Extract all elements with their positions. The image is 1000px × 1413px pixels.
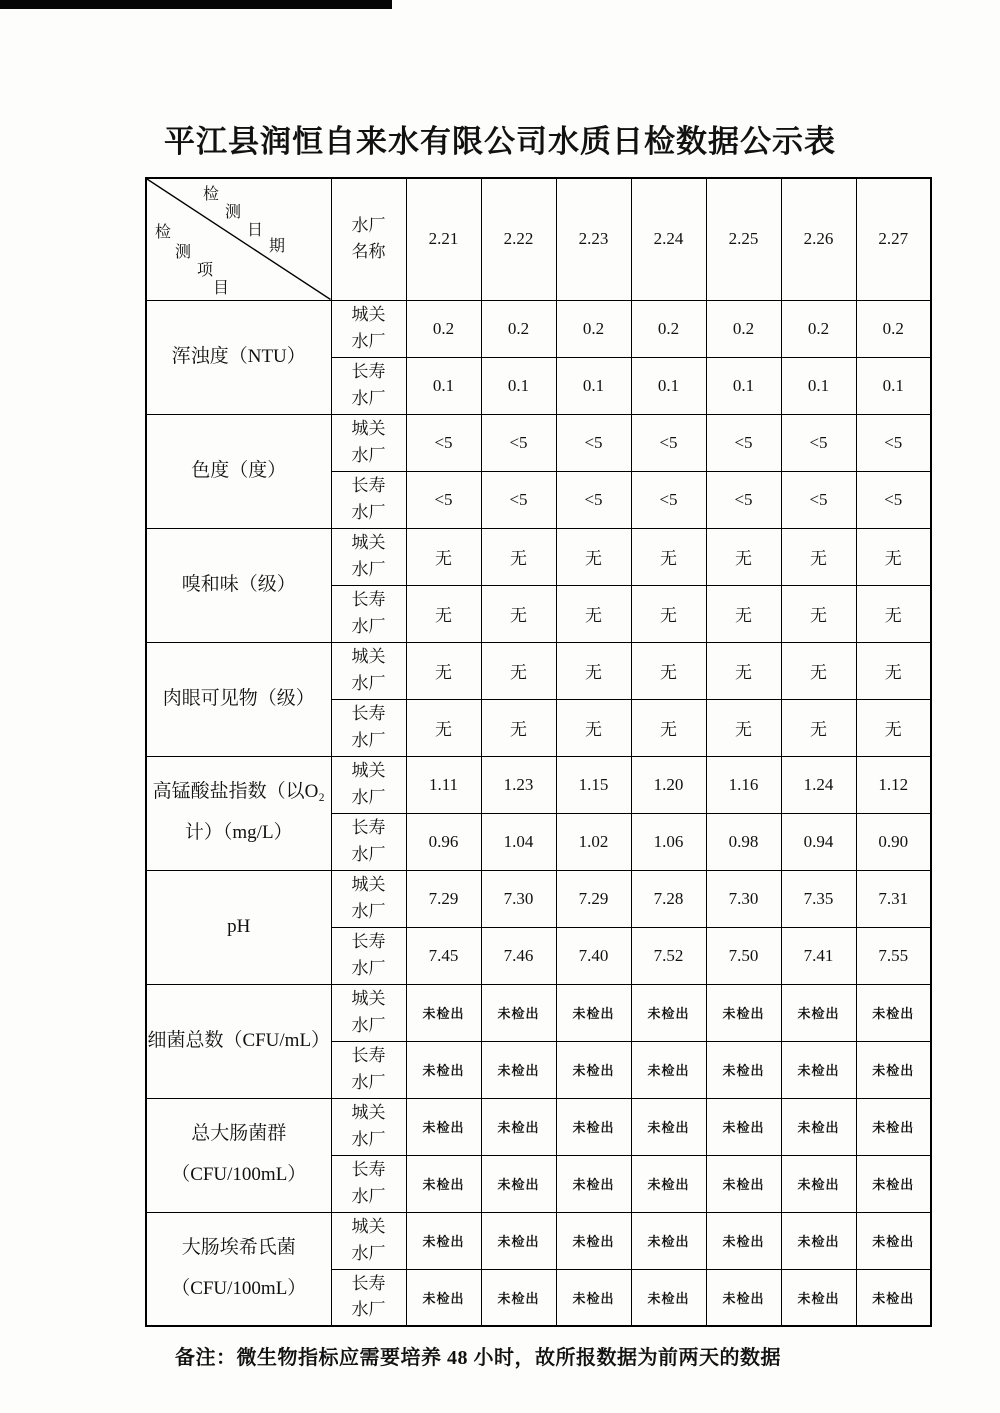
plant-name: 长寿水厂 [351, 590, 386, 636]
data-value-cell: 无 [481, 528, 556, 585]
data-value-cell: 0.98 [706, 813, 781, 870]
parameter-name-cell: 大肠埃希氏菌（CFU/100mL） [146, 1212, 331, 1326]
data-value-cell: <5 [706, 471, 781, 528]
data-value-cell: 未检出 [481, 1269, 556, 1326]
data-value-cell: 无 [631, 528, 706, 585]
data-value-cell: 0.1 [556, 357, 631, 414]
data-value-cell: 7.30 [481, 870, 556, 927]
data-value-cell: 无 [781, 528, 856, 585]
plant-name: 城关水厂 [351, 647, 386, 693]
plant-name-header-label: 水厂名称 [351, 215, 386, 262]
plant-name: 长寿水厂 [351, 1273, 386, 1320]
scan-artifact [0, 0, 392, 9]
corner-label-char: 测 [175, 244, 192, 261]
data-value-cell: 7.52 [631, 927, 706, 984]
corner-label-char: 检 [203, 186, 220, 203]
table-row [146, 1212, 931, 1269]
data-value-cell: 0.1 [856, 357, 931, 414]
data-value-cell: 无 [706, 699, 781, 756]
data-value-cell: 无 [406, 528, 481, 585]
data-value-cell: 未检出 [406, 1041, 481, 1098]
data-value-cell: 未检出 [556, 984, 631, 1041]
plant-name: 长寿水厂 [351, 476, 386, 522]
data-value-cell: 7.55 [856, 927, 931, 984]
parameter-name-cell: 细菌总数（CFU/mL） [146, 984, 331, 1098]
parameter-name-cell: 高锰酸盐指数（以O₂计）（mg/L） [146, 756, 331, 870]
data-value-cell: <5 [556, 471, 631, 528]
data-value-cell: 未检出 [481, 1155, 556, 1212]
data-value-cell: 0.2 [706, 300, 781, 357]
data-value-cell: 无 [706, 642, 781, 699]
plant-name-cell [331, 1269, 406, 1326]
data-value-cell: 无 [856, 642, 931, 699]
data-value-cell: 未检出 [556, 1098, 631, 1155]
data-value-cell: <5 [706, 414, 781, 471]
data-value-cell: 无 [781, 642, 856, 699]
date-header: 2.26 [781, 178, 856, 300]
data-value-cell: 未检出 [706, 1098, 781, 1155]
date-header: 2.23 [556, 178, 631, 300]
data-value-cell: <5 [631, 414, 706, 471]
data-value-cell: 未检出 [406, 1155, 481, 1212]
data-value-cell: 0.2 [481, 300, 556, 357]
data-value-cell: 1.06 [631, 813, 706, 870]
table-row [146, 414, 931, 471]
data-value-cell: 未检出 [481, 1098, 556, 1155]
data-value-cell: 未检出 [856, 1155, 931, 1212]
parameter-name-cell: pH [146, 870, 331, 984]
data-value-cell: 0.2 [781, 300, 856, 357]
data-value-cell: 7.46 [481, 927, 556, 984]
data-value-cell: <5 [781, 471, 856, 528]
plant-name-cell [331, 300, 406, 357]
plant-name-cell [331, 984, 406, 1041]
data-value-cell: 无 [856, 585, 931, 642]
plant-name: 城关水厂 [351, 305, 386, 351]
data-value-cell: 未检出 [481, 984, 556, 1041]
data-value-cell: 无 [481, 699, 556, 756]
table-row [146, 300, 931, 357]
data-value-cell: 0.1 [706, 357, 781, 414]
data-value-cell: 未检出 [631, 1098, 706, 1155]
data-value-cell: 0.2 [631, 300, 706, 357]
plant-name-cell [331, 927, 406, 984]
data-value-cell: 未检出 [706, 1155, 781, 1212]
data-value-cell: 未检出 [631, 1269, 706, 1326]
data-value-cell: 0.1 [781, 357, 856, 414]
data-value-cell: 无 [856, 699, 931, 756]
data-value-cell: 1.11 [406, 756, 481, 813]
data-value-cell: 未检出 [781, 1041, 856, 1098]
data-value-cell: <5 [406, 471, 481, 528]
data-value-cell: 未检出 [781, 1155, 856, 1212]
data-value-cell: 未检出 [781, 1098, 856, 1155]
plant-name: 城关水厂 [351, 1217, 386, 1263]
data-value-cell: 未检出 [406, 984, 481, 1041]
table-row [146, 984, 931, 1041]
plant-name-cell [331, 414, 406, 471]
date-header: 2.27 [856, 178, 931, 300]
table-row [146, 1098, 931, 1155]
date-header: 2.25 [706, 178, 781, 300]
data-value-cell: 未检出 [856, 1041, 931, 1098]
data-value-cell: 未检出 [481, 1041, 556, 1098]
data-value-cell: <5 [856, 414, 931, 471]
data-value-cell: 未检出 [556, 1041, 631, 1098]
corner-label-char: 项 [197, 262, 214, 279]
data-value-cell: 0.1 [406, 357, 481, 414]
data-value-cell: 未检出 [556, 1269, 631, 1326]
data-value-cell: 1.15 [556, 756, 631, 813]
corner-label-char: 测 [225, 204, 242, 221]
data-value-cell: <5 [781, 414, 856, 471]
plant-name: 城关水厂 [351, 419, 386, 465]
data-value-cell: 0.2 [406, 300, 481, 357]
data-value-cell: 1.24 [781, 756, 856, 813]
data-value-cell: <5 [481, 471, 556, 528]
data-value-cell: 未检出 [406, 1212, 481, 1269]
plant-name-cell [331, 1212, 406, 1269]
data-value-cell: 未检出 [856, 1212, 931, 1269]
data-value-cell: 未检出 [706, 1269, 781, 1326]
data-value-cell: 1.23 [481, 756, 556, 813]
data-value-cell: 未检出 [856, 1269, 931, 1326]
data-value-cell: 0.2 [856, 300, 931, 357]
data-value-cell: <5 [481, 414, 556, 471]
plant-name-cell [331, 471, 406, 528]
plant-name: 长寿水厂 [351, 818, 386, 864]
data-value-cell: 未检出 [556, 1155, 631, 1212]
data-value-cell: 7.31 [856, 870, 931, 927]
data-value-cell: 未检出 [781, 1212, 856, 1269]
data-value-cell: 无 [631, 585, 706, 642]
data-value-cell: 未检出 [631, 984, 706, 1041]
plant-name-cell [331, 813, 406, 870]
plant-name-cell [331, 528, 406, 585]
data-value-cell: 7.50 [706, 927, 781, 984]
data-value-cell: <5 [631, 471, 706, 528]
plant-name-header [331, 178, 406, 300]
data-value-cell: 0.90 [856, 813, 931, 870]
data-value-cell: 0.96 [406, 813, 481, 870]
data-value-cell: 未检出 [631, 1212, 706, 1269]
data-value-cell: 未检出 [406, 1269, 481, 1326]
table-row [146, 642, 931, 699]
data-value-cell: 未检出 [556, 1212, 631, 1269]
parameter-name-cell: 肉眼可见物（级） [146, 642, 331, 756]
data-value-cell: 7.29 [556, 870, 631, 927]
data-value-cell: 无 [556, 585, 631, 642]
plant-name-cell [331, 1041, 406, 1098]
data-value-cell: 1.02 [556, 813, 631, 870]
corner-label-char: 期 [269, 238, 286, 255]
data-value-cell: 未检出 [706, 1212, 781, 1269]
table-row [146, 870, 931, 927]
data-value-cell: 未检出 [781, 1269, 856, 1326]
parameter-name-cell: 嗅和味（级） [146, 528, 331, 642]
data-value-cell: 无 [406, 642, 481, 699]
data-value-cell: 无 [781, 699, 856, 756]
data-value-cell: 无 [631, 642, 706, 699]
data-value-cell: <5 [406, 414, 481, 471]
date-header: 2.22 [481, 178, 556, 300]
data-value-cell: 0.94 [781, 813, 856, 870]
data-value-cell: 0.2 [556, 300, 631, 357]
plant-name-cell [331, 756, 406, 813]
water-quality-table [145, 177, 932, 1327]
data-value-cell: 1.12 [856, 756, 931, 813]
data-value-cell: 7.35 [781, 870, 856, 927]
diagonal-divider-line [147, 179, 331, 300]
plant-name-cell [331, 1098, 406, 1155]
plant-name: 城关水厂 [351, 533, 386, 579]
plant-name: 长寿水厂 [351, 932, 386, 978]
corner-label-char: 目 [213, 280, 230, 297]
data-value-cell: 无 [406, 585, 481, 642]
data-value-cell: 未检出 [481, 1212, 556, 1269]
data-value-cell: 无 [706, 585, 781, 642]
data-value-cell: 未检出 [631, 1155, 706, 1212]
plant-name-cell [331, 357, 406, 414]
data-value-cell: 无 [556, 642, 631, 699]
data-value-cell: 无 [556, 699, 631, 756]
plant-name-cell [331, 642, 406, 699]
data-value-cell: 无 [856, 528, 931, 585]
page-title: 平江县润恒自来水有限公司水质日检数据公示表 [164, 124, 836, 159]
data-value-cell: 0.1 [631, 357, 706, 414]
data-value-cell: 0.1 [481, 357, 556, 414]
corner-label-char: 检 [155, 224, 172, 241]
plant-name: 长寿水厂 [351, 704, 386, 750]
plant-name-cell [331, 699, 406, 756]
data-value-cell: 未检出 [406, 1098, 481, 1155]
parameter-name-cell: 浑浊度（NTU） [146, 300, 331, 414]
plant-name: 城关水厂 [351, 761, 386, 807]
date-header: 2.21 [406, 178, 481, 300]
data-value-cell: 无 [556, 528, 631, 585]
data-value-cell: 未检出 [856, 1098, 931, 1155]
data-value-cell: 7.28 [631, 870, 706, 927]
data-value-cell: 无 [406, 699, 481, 756]
parameter-name-cell: 总大肠菌群（CFU/100mL） [146, 1098, 331, 1212]
data-value-cell: <5 [556, 414, 631, 471]
data-value-cell: 无 [706, 528, 781, 585]
data-value-cell: 未检出 [856, 984, 931, 1041]
data-value-cell: 未检出 [706, 984, 781, 1041]
data-value-cell: 7.40 [556, 927, 631, 984]
corner-label-char: 日 [247, 222, 264, 239]
plant-name: 长寿水厂 [351, 362, 386, 408]
data-value-cell: 1.04 [481, 813, 556, 870]
data-value-cell: 无 [781, 585, 856, 642]
table-row [146, 756, 931, 813]
plant-name-cell [331, 1155, 406, 1212]
data-value-cell: 7.29 [406, 870, 481, 927]
plant-name: 长寿水厂 [351, 1046, 386, 1092]
plant-name-cell [331, 585, 406, 642]
data-value-cell: 7.45 [406, 927, 481, 984]
table-body [146, 300, 931, 1326]
plant-name: 城关水厂 [351, 989, 386, 1035]
data-value-cell: 无 [631, 699, 706, 756]
data-value-cell: 1.16 [706, 756, 781, 813]
data-value-cell: 无 [481, 642, 556, 699]
data-value-cell: 未检出 [781, 984, 856, 1041]
corner-header-cell [146, 178, 331, 300]
data-value-cell: <5 [856, 471, 931, 528]
plant-name: 长寿水厂 [351, 1160, 386, 1206]
plant-name: 城关水厂 [351, 1103, 386, 1149]
plant-name: 城关水厂 [351, 875, 386, 921]
parameter-name-cell: 色度（度） [146, 414, 331, 528]
date-header: 2.24 [631, 178, 706, 300]
plant-name-cell [331, 870, 406, 927]
header-row [146, 178, 931, 300]
footer-note: 备注：微生物指标应需要培养 48 小时，故所报数据为前两天的数据 [175, 1347, 781, 1369]
data-value-cell: 1.20 [631, 756, 706, 813]
data-value-cell: 未检出 [631, 1041, 706, 1098]
data-value-cell: 未检出 [706, 1041, 781, 1098]
data-value-cell: 7.30 [706, 870, 781, 927]
data-value-cell: 7.41 [781, 927, 856, 984]
table-row [146, 528, 931, 585]
data-value-cell: 无 [481, 585, 556, 642]
